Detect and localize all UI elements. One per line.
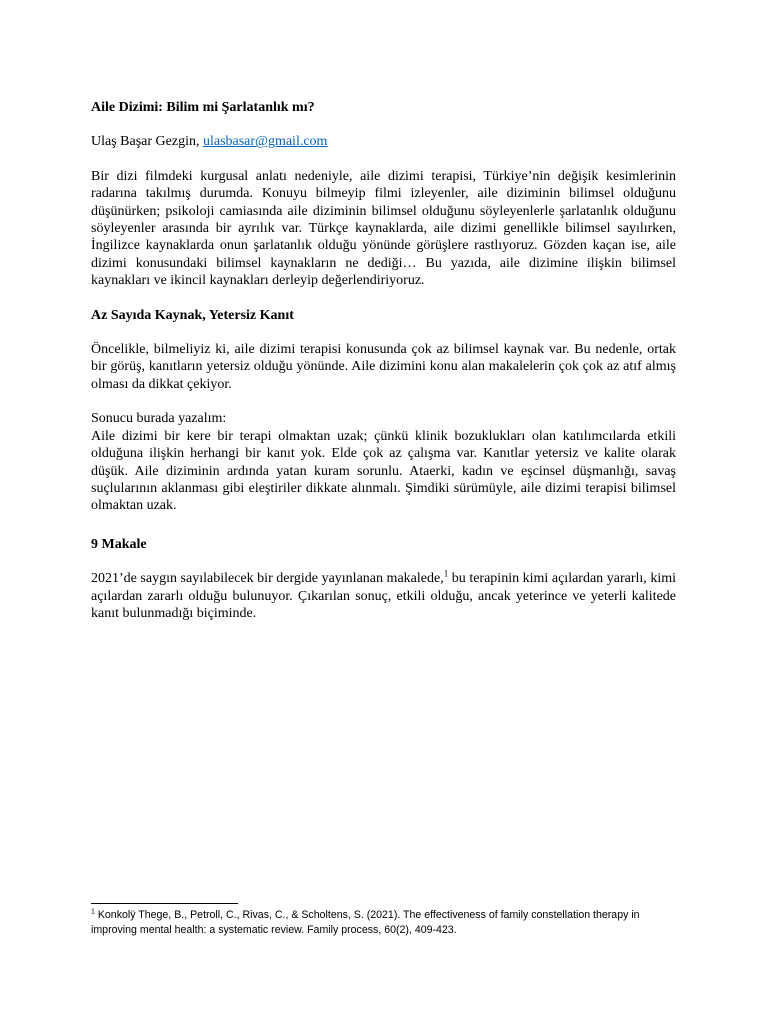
article-title: Aile Dizimi: Bilim mi Şarlatanlık mı? [91, 100, 315, 115]
footnote-reference[interactable]: 1 [443, 568, 449, 579]
articles-text-after: bu terapinin kimi açılardan yararlı, kimi açılardan zararlı olduğu bulunuyor. Çıkarılan sonuç, etkili olduğu, ancak yeterince ve yeterli kalitede kanıt bulunmadığı biçiminde. [91, 571, 676, 621]
author-line [91, 133, 676, 150]
conclusion-lead: Sonucu burada yazalım: [91, 411, 227, 427]
section-heading-sources: Az Sayıda Kaynak, Yetersiz Kanıt [91, 307, 294, 323]
author-email-link[interactable]: ulasbasar@gmail.com [202, 134, 328, 150]
articles-text-before: 2021’de saygın sayılabilecek bir dergide yayınlanan makalede, [91, 571, 444, 587]
conclusion-paragraph [91, 410, 676, 514]
sources-paragraph: Öncelikle, bilmeliyiz ki, aile dizimi terapisi konusunda çok az bilimsel kaynak var. Bu nedenle, ortak bir görüş, kanıtların yetersiz olduğu yönünde. Aile dizimini konu alan makalelerin çok çok az atıf almış olması da dikkat çekiyor. [91, 342, 676, 392]
footnote-number: 1 [91, 908, 95, 916]
footnote-separator [91, 903, 238, 904]
footnote-text: Konkolÿ Thege, B., Petroll, C., Rivas, C., & Scholtens, S. (2021). The effectiveness of family constellation therapy in improving mental health: a systematic review. Family process, 60(2), 409-423. [91, 909, 640, 936]
section-heading-articles: 9 Makale [91, 536, 147, 552]
footnote [91, 908, 676, 938]
intro-paragraph: Bir dizi filmdeki kurgusal anlatı nedeniyle, aile dizimi terapisi, Türkiye’nin değişik kesimlerinin radarına takılmış durumda. Konuyu bilmeyip filmi izleyenler, aile diziminin bilimsel olduğunu düşünürken; psikoloji camiasında aile diziminin bilimsel olduğunu söyleyenlerle şarlatanlık olduğunu söyleyenler arasında bir ayrılık var. Türkçe kaynaklarda, aile dizimi genellikle bilimsel sayılırken, İngilizce kaynaklarda onun şarlatanlık olduğu yönünde görüşlere rastlıyoruz. Gözden kaçan ise, aile dizimi konusundaki bilimsel kaynakların ne dediği… Bu yazıda, aile dizimine ilişkin bilimsel kaynakları ve ikincil kaynakları derleyip değerlendiriyoruz. [91, 168, 676, 289]
articles-paragraph [91, 570, 676, 622]
conclusion-body: Aile dizimi bir kere bir terapi olmaktan uzak; çünkü klinik bozuklukları olan katılımcılarda etkili olduğuna ilişkin herhangi bir kanıt yok. Elde çok az çalışma var. Kanıtlar yetersiz ve kalite olarak düşük. Aile diziminin ardında yatan kuram sorunlu. Ataerki, kadın ve eşcinsel düşmanlığı, savaş suçlularının aklanması gibi eleştiriler dikkate alınmalı. Şimdiki sürümüyle, aile dizimi terapisi bilimsel olmaktan uzak. [91, 428, 676, 514]
author-name: Ulaş Başar Gezgin, [91, 134, 203, 150]
document-body [91, 99, 676, 639]
